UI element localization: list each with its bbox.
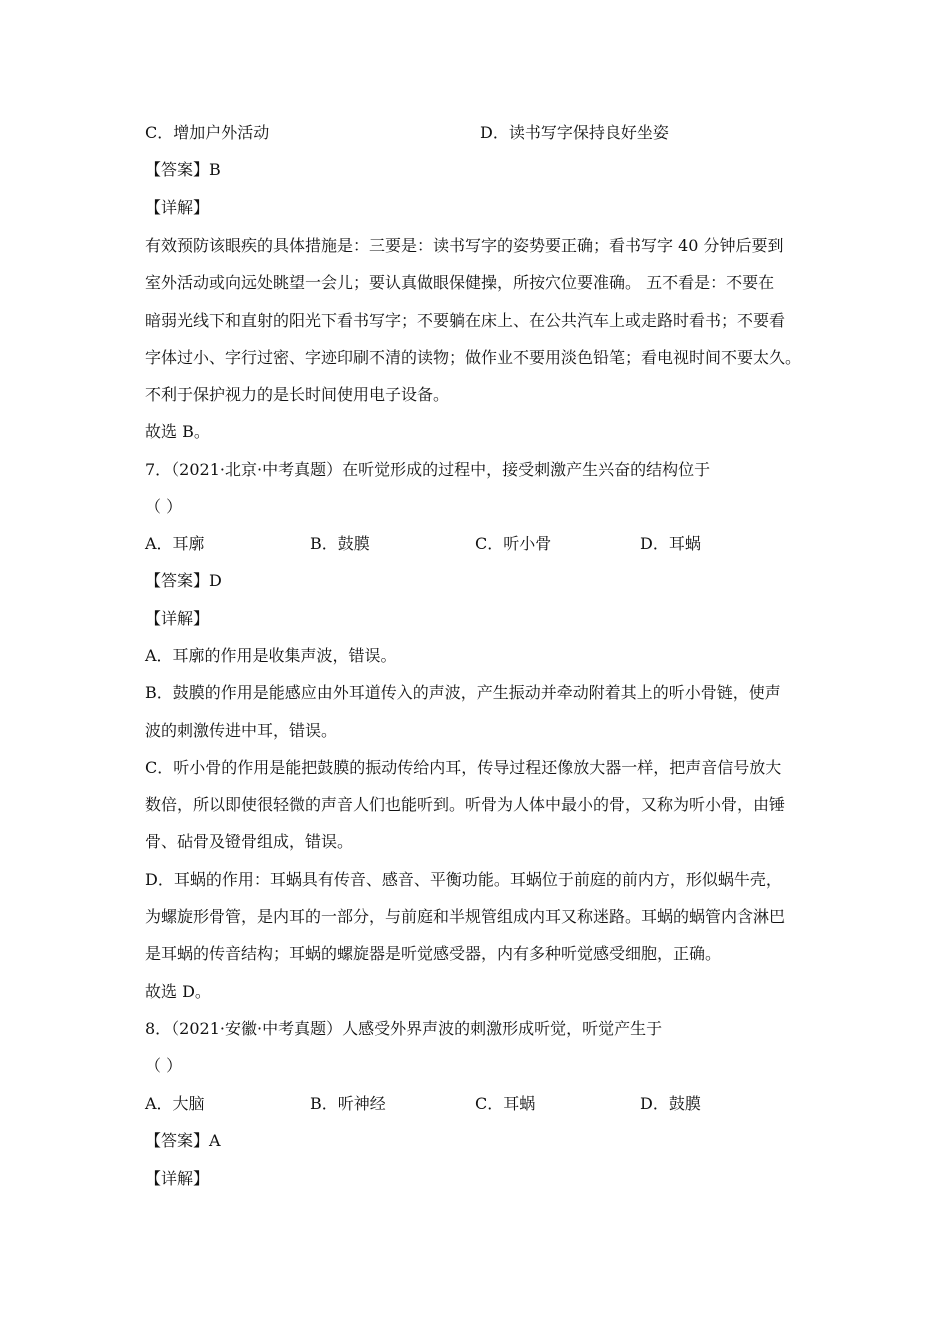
q7-option-b: B．鼓膜 (310, 534, 370, 553)
q6-detail-line: 有效预防该眼疾的具体措施是：三要是：读书写字的姿势要正确；看书写字 40 分钟后要到 (145, 236, 784, 255)
q7-option-c: C．听小骨 (475, 534, 552, 553)
q8-blank: （ ） (145, 1056, 183, 1075)
q7-detail-line: 是耳蜗的传音结构；耳蜗的螺旋器是听觉感受器，内有多种听觉感受细胞，正确。 (145, 944, 722, 963)
q6-option-d: D．读书写字保持良好坐姿 (480, 123, 669, 142)
q7-detail-line: 波的刺激传进中耳，错误。 (145, 721, 338, 740)
q6-detail-label: 【详解】 (145, 198, 210, 217)
q7-detail-line: 为螺旋形骨管，是内耳的一部分，与前庭和半规管组成内耳又称迷路。耳蜗的蜗管内含淋巴 (145, 907, 786, 926)
q7-detail-line: D．耳蜗的作用：耳蜗具有传音、感音、平衡功能。耳蜗位于前庭的前内方，形似蜗牛壳， (145, 870, 782, 889)
q8-option-d: D．鼓膜 (640, 1094, 701, 1113)
q7-stem: 7．（2021·北京·中考真题）在听觉形成的过程中，接受刺激产生兴奋的结构位于 (145, 460, 711, 479)
q7-conclusion: 故选 D。 (145, 982, 211, 1001)
q7-option-d: D．耳蜗 (640, 534, 701, 553)
q6-detail-line: 暗弱光线下和直射的阳光下看书写字；不要躺在床上、在公共汽车上或走路时看书；不要看 (145, 311, 786, 330)
q6-detail-line: 室外活动或向远处眺望一会儿；要认真做眼保健操，所按穴位要准确。 五不看是：不要在 (145, 273, 775, 292)
q6-detail-line: 字体过小、字行过密、字迹印刷不清的读物；做作业不要用淡色铅笔；看电视时间不要太久。 (145, 348, 802, 367)
q7-detail-line: 骨、砧骨及镫骨组成，错误。 (145, 832, 354, 851)
q6-option-c: C．增加户外活动 (145, 123, 270, 142)
q8-stem: 8．（2021·安徽·中考真题）人感受外界声波的刺激形成听觉，听觉产生于 (145, 1019, 663, 1038)
q8-detail-label: 【详解】 (145, 1169, 210, 1188)
q7-detail-line: A．耳廓的作用是收集声波，错误。 (145, 646, 397, 665)
q7-detail-line: 数倍，所以即使很轻微的声音人们也能听到。听骨为人体中最小的骨，又称为听小骨，由锤 (145, 795, 786, 814)
q8-option-c: C．耳蜗 (475, 1094, 536, 1113)
q7-blank: （ ） (145, 497, 183, 516)
q7-detail-line: C．听小骨的作用是能把鼓膜的振动传给内耳，传导过程还像放大器一样，把声音信号放大 (145, 758, 782, 777)
q7-detail-label: 【详解】 (145, 609, 210, 628)
q7-detail-line: B．鼓膜的作用是能感应由外耳道传入的声波，产生振动并牵动附着其上的听小骨链，使声 (145, 683, 781, 702)
q6-answer: 【答案】B (145, 160, 221, 179)
q6-conclusion: 故选 B。 (145, 422, 210, 441)
q6-detail-line: 不利于保护视力的是长时间使用电子设备。 (145, 385, 450, 404)
q7-option-a: A．耳廓 (145, 534, 205, 553)
q8-answer: 【答案】A (145, 1131, 221, 1150)
q8-option-b: B．听神经 (310, 1094, 386, 1113)
q7-answer: 【答案】D (145, 571, 222, 590)
q8-option-a: A．大脑 (145, 1094, 205, 1113)
